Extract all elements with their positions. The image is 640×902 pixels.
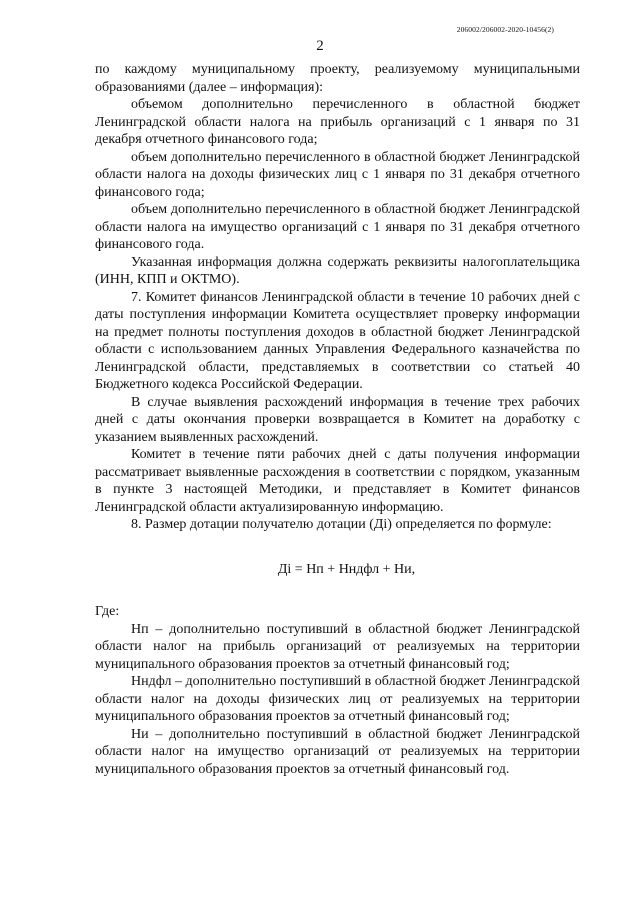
paragraph: Комитет в течение пяти рабочих дней с даты получения информации рассматривает выявленные расхождения в соответствии с порядком, указанным в пункте 3 настоящей Методики, и представляет в Комитет финансов Ленинградской области актуализированную информацию. [95,447,580,515]
where-label: Где: [95,604,120,619]
document-body [95,61,580,778]
definition: Нп – дополнительно поступивший в областной бюджет Ленинградской области налог на прибыль организаций от реализуемых на территории муниципального образования проектов за отчетный финансовый год; [95,621,580,672]
paragraph: Указанная информация должна содержать реквизиты налогоплательщика (ИНН, КПП и ОКТМО). [95,254,580,287]
paragraph: объемом дополнительно перечисленного в областной бюджет Ленинградской области налога на прибыль организаций с 1 января по 31 декабря отчетного финансового года; [95,97,580,147]
formula: Дi = Нп + Нндфл + Ни, [277,561,416,577]
paragraph: 7. Комитет финансов Ленинградской области в течение 10 рабочих дней с даты поступления информации Комитета осуществляет проверку информации на предмет полноты поступления доходов в областной бюджет Ленинградской области с использованием данных Управления Федерального казначейства по Ленинградской области, представляемых в соответствии со статьей 40 Бюджетного кодекса Российской Федерации. [95,289,580,392]
page-number: 2 [316,38,324,54]
paragraph: 8. Размер дотации получателю дотации (Дi) определяется по формуле: [131,517,552,532]
paragraph: В случае выявления расхождений информация в течение трех рабочих дней с даты окончания проверки возвращается в Комитет на доработку с указанием выявленных расхождений. [95,394,580,445]
document-id: 206002/206002-2020-10456(2) [456,25,554,34]
definition: Нндфл – дополнительно поступивший в областной бюджет Ленинградской области налог на доходы физических лиц от реализуемых на территории муниципального образования проектов за отчетный финансовый год; [95,674,580,724]
paragraph: объем дополнительно перечисленного в областной бюджет Ленинградской области налога на имущество организаций с 1 января по 31 декабря отчетного финансового года. [95,202,580,252]
paragraph: по каждому муниципальному проекту, реализуемому муниципальными образованиями (далее – информация): [95,62,580,95]
definition: Ни – дополнительно поступивший в областной бюджет Ленинградской области налог на имущество организаций от реализуемых на территории муниципального образования проектов за отчетный финансовый год. [95,726,580,777]
paragraph: объем дополнительно перечисленного в областной бюджет Ленинградской области налога на доходы физических лиц с 1 января по 31 декабря отчетного финансового года; [95,149,580,200]
